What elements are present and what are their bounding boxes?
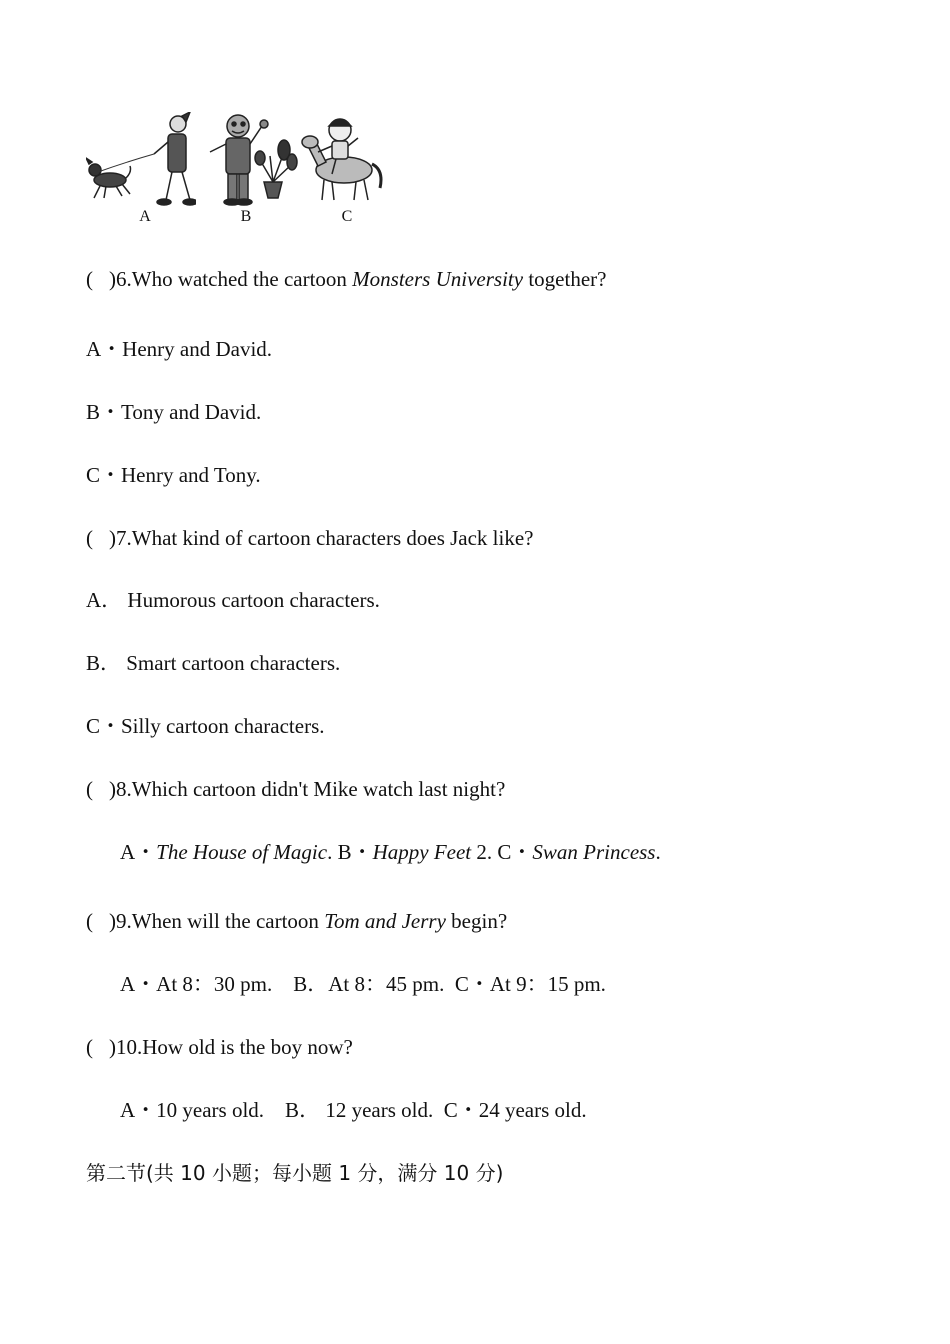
answer-blank-open: ( bbox=[86, 777, 93, 801]
question-8-options bbox=[120, 839, 661, 865]
answer-blank-open: ( bbox=[86, 267, 93, 291]
answer-blank-close: ) bbox=[109, 267, 116, 291]
picture-label-c: C bbox=[341, 208, 353, 225]
answer-blank-close: ) bbox=[109, 526, 116, 550]
question-10-options: A・10 years old. B． 12 years old. C・24 years old. bbox=[120, 1098, 587, 1122]
question-stem: 7.What kind of cartoon characters does Jack like? bbox=[116, 526, 534, 550]
answer-blank-close: ) bbox=[109, 909, 116, 933]
question-9 bbox=[86, 908, 507, 934]
option-a-prefix: A・ bbox=[120, 840, 157, 864]
question-7-option-b: B． Smart cartoon characters. bbox=[86, 651, 341, 675]
question-7 bbox=[86, 525, 534, 551]
question-stem: 6.Who watched the cartoon bbox=[116, 267, 353, 291]
question-stem: 8.Which cartoon didn't Mike watch last night? bbox=[116, 777, 506, 801]
option-b-title: Happy Feet bbox=[372, 840, 472, 864]
question-stem: 10.How old is the boy now? bbox=[116, 1035, 353, 1059]
option-a-suffix: . bbox=[327, 840, 338, 864]
question-7-option-c: C・Silly cartoon characters. bbox=[86, 714, 325, 738]
question-10 bbox=[86, 1034, 353, 1060]
picture-label-a: A bbox=[139, 208, 151, 225]
boy-riding-horse-image bbox=[292, 112, 386, 208]
question-6 bbox=[86, 266, 606, 292]
option-c-prefix: C・ bbox=[497, 840, 533, 864]
question-7-option-a: A． Humorous cartoon characters. bbox=[86, 588, 380, 612]
question-8 bbox=[86, 776, 505, 802]
answer-blank-open: ( bbox=[86, 526, 93, 550]
question-stem-end: together? bbox=[523, 267, 607, 291]
answer-blank-open: ( bbox=[86, 1035, 93, 1059]
picture-options bbox=[86, 112, 386, 230]
question-stem: 9.When will the cartoon bbox=[116, 909, 325, 933]
man-with-plant-image bbox=[204, 112, 300, 208]
question-stem-end: begin? bbox=[445, 909, 508, 933]
option-a-title: The House of Magic bbox=[156, 840, 328, 864]
cartoon-title: Tom and Jerry bbox=[324, 909, 446, 933]
option-b-suffix: 2. bbox=[471, 840, 498, 864]
picture-label-b: B bbox=[240, 208, 252, 225]
man-walking-dog-image bbox=[86, 112, 196, 208]
option-c-title: Swan Princess bbox=[532, 840, 656, 864]
question-6-option-c: C・Henry and Tony. bbox=[86, 463, 261, 487]
answer-blank-close: ) bbox=[109, 1035, 116, 1059]
option-c-suffix: . bbox=[655, 840, 661, 864]
answer-blank-close: ) bbox=[109, 777, 116, 801]
question-6-option-b: B・Tony and David. bbox=[86, 400, 262, 424]
answer-blank-open: ( bbox=[86, 909, 93, 933]
cartoon-title: Monsters University bbox=[352, 267, 524, 291]
question-9-options: A・At 8：30 pm. B．At 8：45 pm. C・At 9：15 pm. bbox=[120, 972, 606, 996]
option-b-prefix: B・ bbox=[337, 840, 373, 864]
question-6-option-a: A・Henry and David. bbox=[86, 337, 273, 361]
section-heading: 第二节(共 10 小题；每小题 1 分，满分 10 分) bbox=[86, 1161, 504, 1185]
